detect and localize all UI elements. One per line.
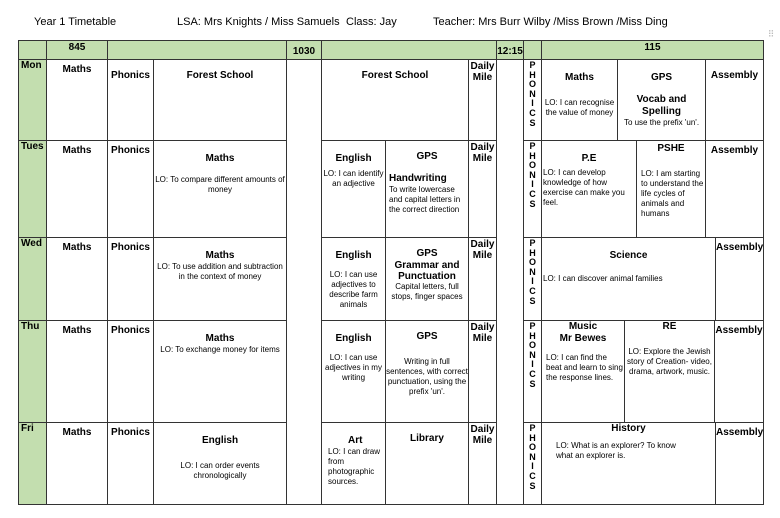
tue-phonics-vertical: PHONICS bbox=[523, 140, 542, 238]
wed-col1: Maths bbox=[46, 237, 108, 321]
thu-col4b bbox=[385, 320, 469, 423]
tue-col4b-title: GPS bbox=[416, 151, 438, 162]
mon-pm2 bbox=[617, 59, 706, 141]
thu-pm3: Assembly bbox=[714, 320, 764, 423]
wed-pm1-title: Science bbox=[609, 250, 648, 261]
thu-pm1-lo: LO: I can find the beat and learn to sing the response lines. bbox=[546, 353, 623, 382]
time-115: 115 bbox=[541, 40, 764, 60]
fri-pm1-lo: LO: What is an explorer? To know what an explorer is. bbox=[556, 441, 676, 460]
wed-col2: Phonics bbox=[107, 237, 154, 321]
thu-col4b-lo: Writing in full sentences, with correct punctuation, using the prefix 'un'. bbox=[386, 357, 468, 396]
wed-col4a bbox=[321, 237, 386, 321]
mon-pm2-title: GPS bbox=[650, 72, 673, 83]
wed-col4b bbox=[385, 237, 469, 321]
fri-col4b bbox=[385, 422, 469, 505]
teacher-label: Teacher: Mrs Burr Wilby /Miss Brown /Miss Ding bbox=[433, 16, 668, 28]
time-845: 845 bbox=[46, 40, 108, 60]
thu-col4a-lo: LO: I can use adjectives in my writing bbox=[325, 353, 382, 382]
wed-col4b-subtitle: Grammar and Punctuation bbox=[394, 260, 460, 282]
thu-col1: Maths bbox=[46, 320, 108, 423]
wed-col4a-title: English bbox=[335, 250, 372, 261]
thu-col4a-title: English bbox=[335, 333, 372, 344]
tue-pm1 bbox=[541, 140, 637, 238]
fri-phonics-vertical: PHONICS bbox=[523, 422, 542, 505]
time-1215: 12:15 bbox=[496, 40, 524, 60]
fri-col3 bbox=[153, 422, 287, 505]
day-tue: Tues bbox=[18, 140, 47, 238]
wed-col4a-lo: LO: I can use adjectives to describe farm animals bbox=[329, 270, 378, 309]
wed-col3-lo: LO: To use addition and subtraction in the context of money bbox=[157, 262, 283, 281]
thu-col4a bbox=[321, 320, 386, 423]
tue-pm3: Assembly bbox=[705, 140, 764, 238]
mon-pm2-subtitle: Vocab and Spelling bbox=[636, 94, 687, 117]
tue-pm1-lo: LO: I can develop knowledge of how exercise can make you feel. bbox=[543, 168, 625, 207]
header-gap-2 bbox=[321, 40, 497, 60]
fri-col4a-title: Art bbox=[348, 435, 363, 446]
mon-col2: Phonics bbox=[107, 59, 154, 141]
day-mon: Mon bbox=[18, 59, 47, 141]
fri-daily-mile: Daily Mile bbox=[468, 422, 497, 505]
day-thu: Thu bbox=[18, 320, 47, 423]
thu-col3-title: Maths bbox=[205, 333, 235, 344]
mon-pm1-lo: LO: I can recognise the value of money bbox=[544, 98, 615, 117]
tue-col4b bbox=[385, 140, 469, 238]
thu-col3-lo: LO: To exchange money for items bbox=[160, 345, 280, 354]
tue-daily-mile: Daily Mile bbox=[468, 140, 497, 238]
day-fri: Fri bbox=[18, 422, 47, 505]
mon-pm1-title: Maths bbox=[565, 72, 594, 83]
fri-pm1-title: History bbox=[611, 423, 646, 434]
fri-pm3: Assembly bbox=[715, 422, 764, 505]
mon-pm2-lo: To use the prefix 'un'. bbox=[623, 118, 700, 127]
tue-pm2 bbox=[636, 140, 706, 238]
mon-pm3: Assembly bbox=[705, 59, 764, 141]
wed-pm3: Assembly bbox=[715, 237, 764, 321]
tue-col3 bbox=[153, 140, 287, 238]
fri-col3-lo: LO: I can order events chronologically bbox=[180, 461, 260, 480]
tue-col2: Phonics bbox=[107, 140, 154, 238]
fri-col4a bbox=[321, 422, 386, 505]
wed-pm1 bbox=[541, 237, 716, 321]
tue-pm2-title: PSHE bbox=[657, 143, 685, 154]
fri-col1: Maths bbox=[46, 422, 108, 505]
fri-col4b-title: Library bbox=[410, 433, 444, 444]
lsa-label: LSA: Mrs Knights / Miss Samuels bbox=[177, 16, 340, 28]
drag-handle-icon[interactable]: ⠿ bbox=[767, 29, 775, 39]
lunch-column bbox=[496, 59, 524, 505]
tue-col4a bbox=[321, 140, 386, 238]
corner-cell bbox=[18, 40, 47, 60]
mon-col3: Forest School bbox=[153, 59, 287, 141]
thu-col3 bbox=[153, 320, 287, 423]
tue-col3-title: Maths bbox=[205, 153, 235, 164]
tue-col4b-subtitle: Handwriting bbox=[389, 173, 447, 184]
fri-col4a-lo: LO: I can draw from photographic sources. bbox=[328, 447, 381, 486]
thu-pm2-lo: LO: Explore the Jewish story of Creation- video, drama, artwork, music. bbox=[627, 347, 712, 376]
mon-col4: Forest School bbox=[321, 59, 469, 141]
timetable-grid bbox=[18, 40, 764, 505]
header-gap-1 bbox=[107, 40, 287, 60]
fri-col3-title: English bbox=[201, 435, 239, 446]
wed-col4b-title: GPS bbox=[416, 248, 438, 259]
thu-pm2 bbox=[624, 320, 715, 423]
mon-col1: Maths bbox=[46, 59, 108, 141]
class-label: Class: Jay bbox=[346, 16, 397, 28]
wed-phonics-vertical: PHONICS bbox=[523, 237, 542, 321]
thu-pm1-subtitle: Mr Bewes bbox=[559, 333, 607, 344]
tue-col4a-lo: LO: I can identify an adjective bbox=[323, 169, 384, 188]
fri-pm1 bbox=[541, 422, 716, 505]
tue-pm2-lo: LO: I am starting to understand the life cycles of animals and humans bbox=[641, 169, 704, 218]
mon-phonics-vertical: PHONICS bbox=[523, 59, 542, 141]
thu-col2: Phonics bbox=[107, 320, 154, 423]
fri-col2: Phonics bbox=[107, 422, 154, 505]
timetable-header bbox=[0, 16, 780, 32]
wed-col4b-lo: Capital letters, full stops, finger spaces bbox=[391, 282, 463, 301]
wed-col3 bbox=[153, 237, 287, 321]
wed-col3-title: Maths bbox=[205, 250, 235, 261]
thu-pm2-title: RE bbox=[662, 321, 677, 332]
mon-daily-mile: Daily Mile bbox=[468, 59, 497, 141]
header-gap-3 bbox=[523, 40, 542, 60]
thu-pm1 bbox=[541, 320, 625, 423]
thu-col4b-title: GPS bbox=[416, 331, 438, 342]
time-1030: 1030 bbox=[286, 40, 322, 60]
break-column bbox=[286, 59, 322, 505]
thu-phonics-vertical: PHONICS bbox=[523, 320, 542, 423]
tue-pm1-title: P.E bbox=[581, 153, 597, 164]
thu-pm1-title: Music bbox=[568, 321, 598, 332]
mon-pm1 bbox=[541, 59, 618, 141]
day-wed: Wed bbox=[18, 237, 47, 321]
thu-daily-mile: Daily Mile bbox=[468, 320, 497, 423]
wed-daily-mile: Daily Mile bbox=[468, 237, 497, 321]
tue-col4a-title: English bbox=[335, 153, 372, 164]
tue-col1: Maths bbox=[46, 140, 108, 238]
wed-pm1-lo: LO: I can discover animal families bbox=[543, 274, 663, 283]
tue-col3-lo: LO: To compare different amounts of money bbox=[155, 175, 285, 194]
timetable-title: Year 1 Timetable bbox=[34, 16, 117, 28]
tue-col4b-lo: To write lowercase and capital letters in the correct direction bbox=[389, 185, 461, 214]
